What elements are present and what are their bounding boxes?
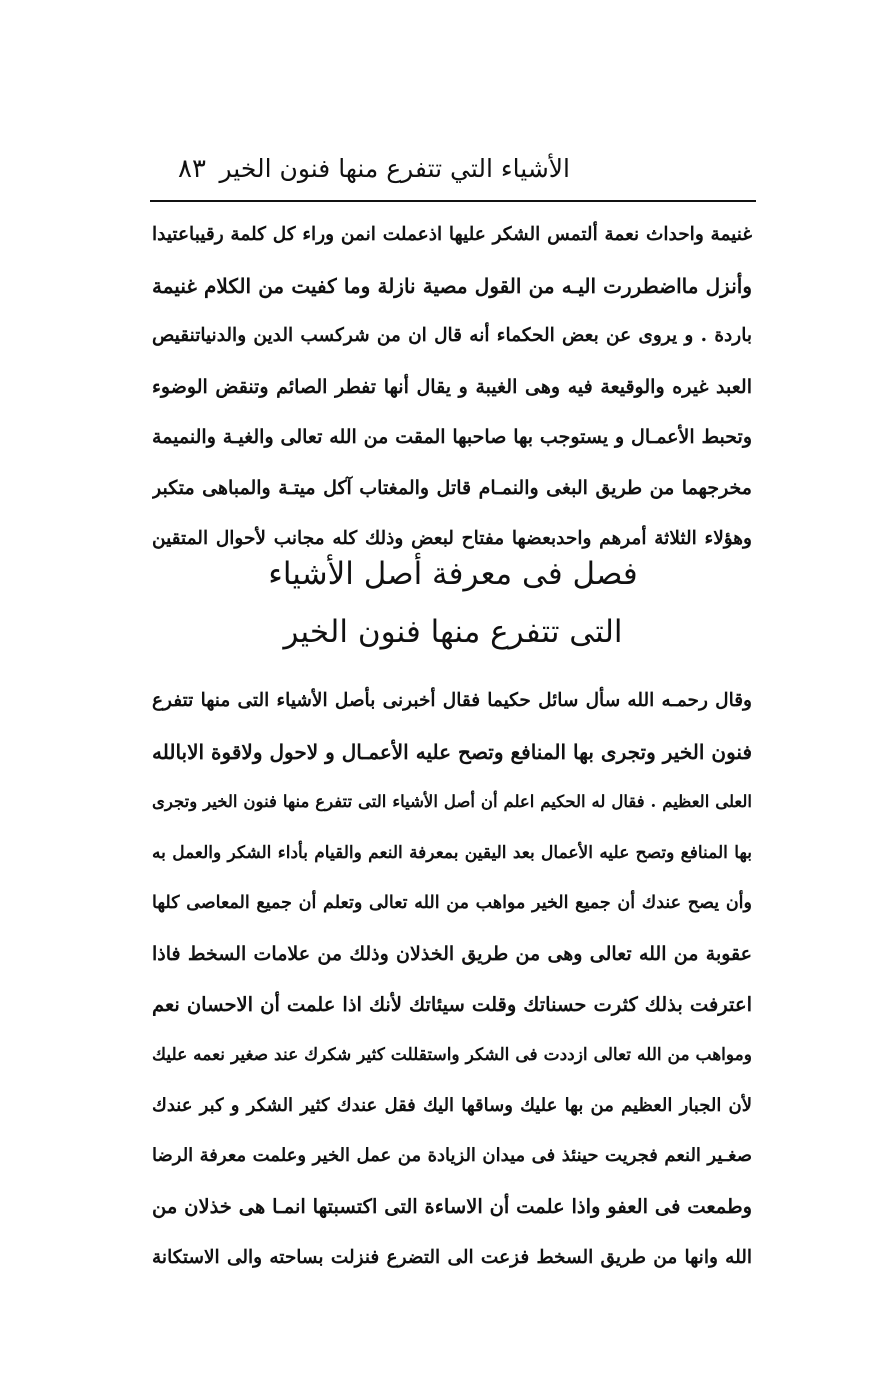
section-heading-line-1: فصل فى معرفة أصل الأشياء <box>268 556 638 592</box>
text-line: ومواهب من الله تعالى ازددت فى الشكر واستقللت كثير شكرك عند صغير نعمه عليك <box>152 1045 752 1066</box>
text-line: وأنزل مااضطررت اليـه من القول مصية نازلة وما كفيت من الكلام غنيمة <box>152 273 752 298</box>
page-number: ٨٣ <box>178 154 206 184</box>
text-line: العبد غيره والوقيعة فيه وهى الغيبة و يقال أنها تفطر الصائم وتنقض الوضوء <box>152 375 752 398</box>
text-line: عقوبة من الله تعالى وهى من طريق الخذلان وذلك من علامات السخط فاذا <box>152 942 752 965</box>
text-line: باردة . و يروى عن بعض الحكماء أنه قال ان من شركسب الدين والدنياتنقيص <box>152 325 752 347</box>
text-line: صغـير النعم فجريت حينئذ فى ميدان الزيادة من عمل الخير وعلمت معرفة الرضا <box>152 1145 752 1167</box>
text-line: وطمعت فى العفو واذا علمت أن الاساءة التى اكتسبتها انمـا هى خذلان من <box>152 1194 752 1218</box>
text-line: لأن الجبار العظيم من بها عليك وساقها اليك فقل عندك كثير الشكر و كبر عندك <box>152 1094 752 1116</box>
running-head <box>150 148 755 190</box>
text-line: غنيمة واحداث نعمة ألتمس الشكر عليها اذعملت انمن وراء كل كلمة رقيباعتيدا <box>152 224 752 245</box>
text-line: اعترفت بذلك كثرت حسناتك وقلت سيئاتك لأنك اذا علمت أن الاحسان نعم <box>152 992 752 1016</box>
text-line: العلى العظيم . فقال له الحكيم اعلم أن أصل الأشياء التى تتفرع منها فنون الخير وتجرى <box>152 792 752 812</box>
text-line: وقال رحمـه الله سأل سائل حكيما فقال أخبرنى بأصل الأشياء التى منها تتفرع <box>152 690 752 711</box>
text-line: فنون الخير وتجرى بها المنافع وتصح عليه الأعمـال و لاحول ولاقوة الابالله <box>152 739 752 764</box>
text-line: الله وانها من طريق السخط فزعت الى التضرع فنزلت بساحته والى الاستكانة <box>152 1246 752 1268</box>
body-text-block-2 <box>152 676 752 1283</box>
body-text-block-1 <box>152 210 752 564</box>
text-line: وأن يصح عندك أن جميع الخير مواهب من الله تعالى وتعلم أن جميع المعاصى كلها <box>152 893 752 914</box>
text-line: مخرجهما من طريق البغى والنمـام قاتل والمغتاب آكل ميتـة والمباهى متكبر <box>152 476 752 499</box>
text-line: وتحبط الأعمـال و يستوجب بها صاحبها المقت من الله تعالى والغيـة والنميمة <box>152 426 752 449</box>
section-heading-line-2: التى تتفرع منها فنون الخير <box>283 614 623 650</box>
header-rule <box>150 200 756 202</box>
running-title: الأشياء التي تتفرع منها فنون الخير <box>219 154 570 183</box>
text-line: وهؤلاء الثلاثة أمرهم واحدبعضها مفتاح لبعض وذلك كله مجانب لأحوال المتقين <box>152 527 752 549</box>
text-line: بها المنافع وتصح عليه الأعمال بعد اليقين بمعرفة النعم والقيام بأداء الشكر والعمل به <box>152 842 752 863</box>
